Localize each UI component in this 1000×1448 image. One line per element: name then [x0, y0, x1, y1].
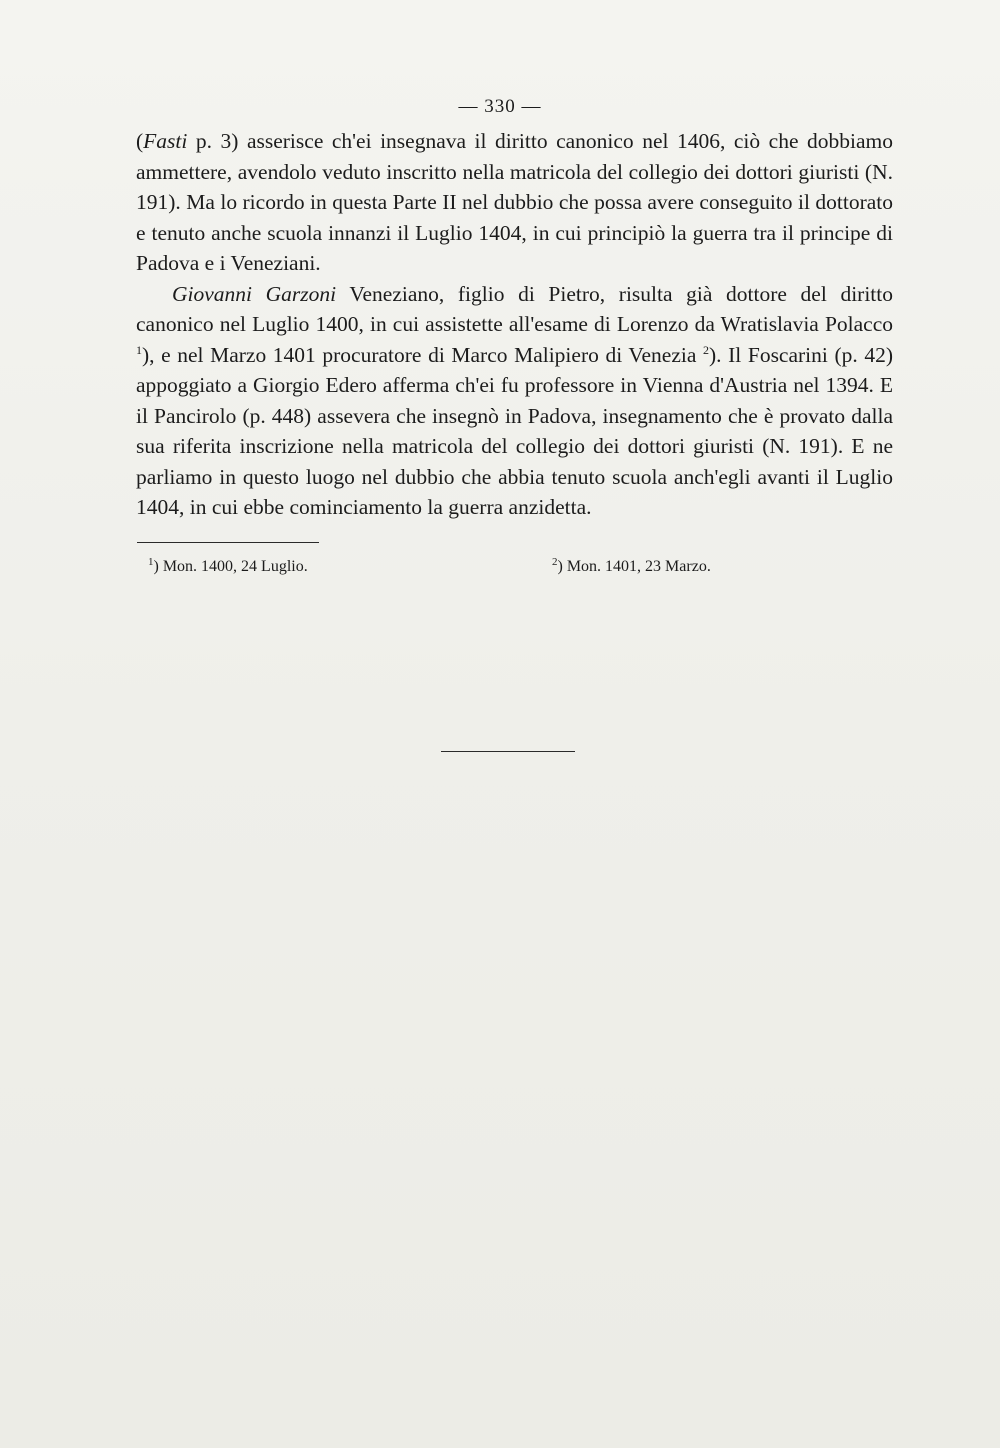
footnote-1 — [148, 556, 308, 578]
footnote-2-text: ) Mon. 1401, 23 Marzo. — [557, 558, 711, 575]
paragraph-1 — [136, 126, 893, 279]
paragraph-2 — [136, 279, 893, 523]
person-name: Giovanni Garzoni — [172, 281, 337, 306]
italic-reference: Fasti — [143, 129, 188, 153]
footnote-ref-2: 2 — [703, 342, 710, 357]
footnote-2 — [552, 556, 711, 578]
section-end-rule — [441, 751, 575, 752]
footnote-ref-1: 1 — [136, 342, 142, 357]
paragraph-2-text-c: ). Il Foscarini (p. 42) appoggiato a Giorgio Edero afferma ch'ei fu professore in Vienna d'Austria nel 1394. E il Pancirolo (p. 448) assevera che insegnò in Padova, insegnamento che è provato dalla sua riferita inscrizione nella matricola del collegio dei dottori giuristi (N. 191). E ne parliamo in questo luogo nel dubbio che abbia tenuto scuola anch'egli avanti il Luglio 1404, in cui ebbe cominciamento la guerra anzidetta. — [136, 342, 893, 519]
footnote-1-text: ) Mon. 1400, 24 Luglio. — [153, 558, 308, 575]
footnote-mark-1: 1 — [148, 556, 154, 568]
paragraph-1-text: p. 3) asserisce ch'ei insegnava il diritto canonico nel 1406, ciò che dobbiamo ammettere, avendolo veduto inscritto nella matricola del collegio dei dottori giuristi (N. 191). Ma lo ricordo in questa Parte II nel dubbio che possa avere conseguito il dottorato e tenuto anche scuola innanzi il Luglio 1404, in cui principiò la guerra tra il principe di Padova e i Veneziani. — [136, 129, 893, 275]
page-number: — 330 — — [458, 96, 542, 117]
footnote-mark-2: 2 — [552, 556, 558, 568]
body-text — [136, 126, 893, 523]
paragraph-2-text-b: ), e nel Marzo 1401 procuratore di Marco Malipiero di Venezia — [142, 342, 704, 367]
open-paren: ( — [136, 129, 144, 153]
paragraph-2-text-a: Veneziano, figlio di Pietro, risulta già dottore del diritto canonico nel Luglio 1400, in cui assistette all'esame di Lorenzo da Wratislavia Polacco — [136, 281, 893, 336]
footnote-divider — [137, 542, 319, 543]
